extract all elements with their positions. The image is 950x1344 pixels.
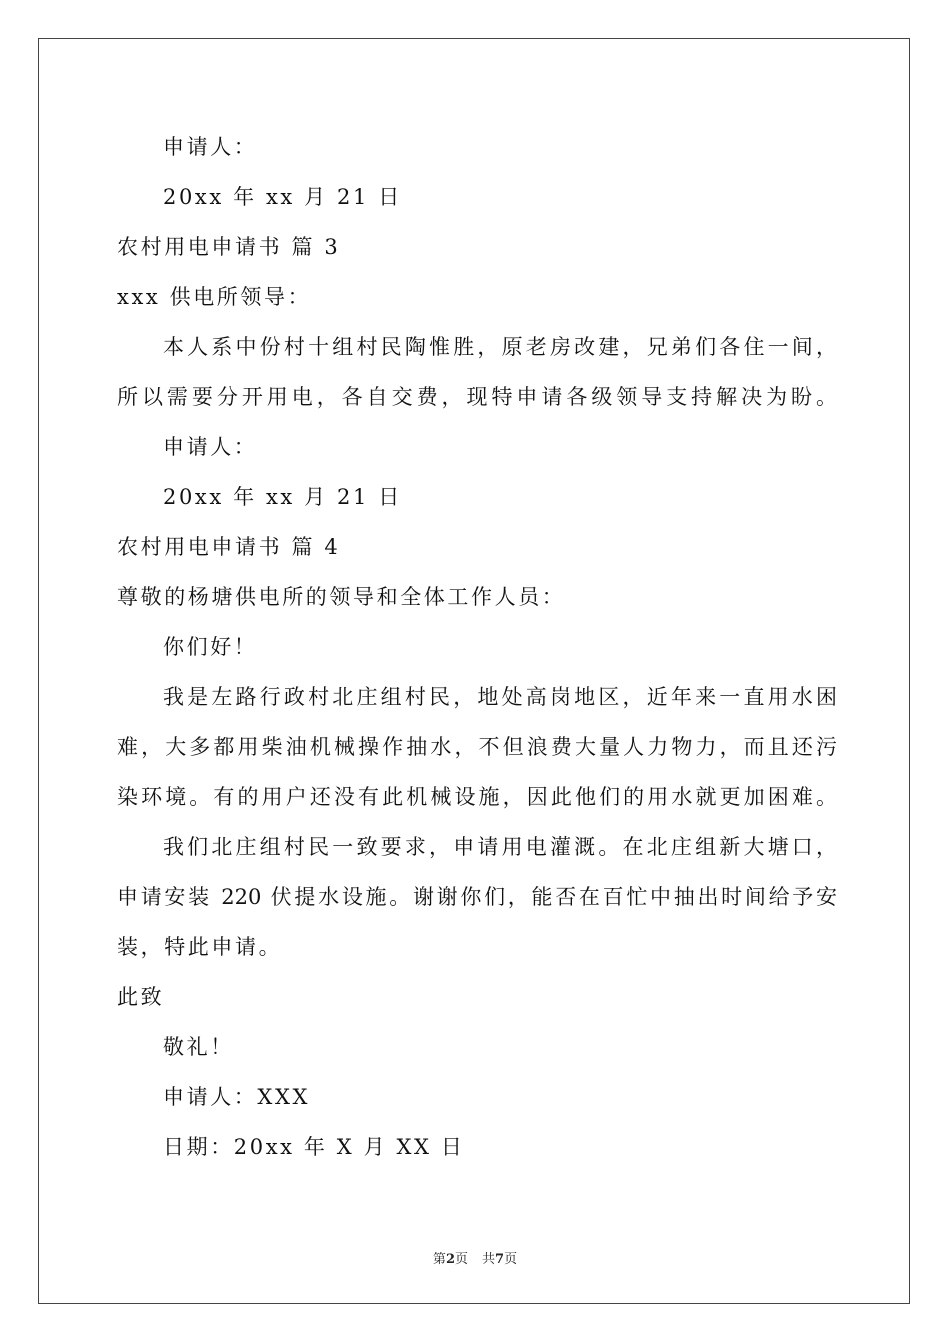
paragraph-line: 所以需要分开用电，各自交费，现特申请各级领导支持解决为盼。 (117, 385, 837, 409)
page-footer (0, 1248, 950, 1267)
greeting: 你们好！ (163, 635, 258, 659)
paragraph-line: 我们北庄组村民一致要求，申请用电灌溉。在北庄组新大塘口， (163, 835, 837, 859)
applicant-label: 申请人： (163, 135, 258, 159)
date-line: 20xx 年 xx 月 21 日 (163, 185, 402, 209)
date-line: 20xx 年 xx 月 21 日 (163, 485, 402, 509)
applicant-signature: 申请人：XXX (163, 1085, 311, 1109)
total-prefix: 共 (482, 1252, 496, 1267)
salutation: xxx 供电所领导： (117, 285, 312, 309)
paragraph-line: 申请安装 220 伏提水设施。谢谢你们，能否在百忙中抽出时间给予安 (117, 885, 837, 909)
document-body (117, 122, 837, 1172)
salutation: 尊敬的杨塘供电所的领导和全体工作人员： (117, 585, 566, 609)
page-total: 7 (495, 1252, 505, 1267)
section-heading: 农村用电申请书 篇 3 (117, 235, 341, 259)
page-current: 2 (445, 1252, 455, 1267)
closing-salute: 敬礼！ (163, 1035, 234, 1059)
applicant-label: 申请人： (163, 435, 258, 459)
paragraph-line: 我是左路行政村北庄组村民，地处高岗地区，近年来一直用水困 (163, 685, 837, 709)
section-heading: 农村用电申请书 篇 4 (117, 535, 341, 559)
paragraph-line: 装，特此申请。 (117, 935, 283, 959)
total-suffix: 页 (504, 1252, 518, 1267)
signature-date: 日期：20xx 年 X 月 XX 日 (163, 1135, 465, 1159)
closing-phrase: 此致 (117, 985, 165, 1009)
page-prefix: 第 (432, 1252, 446, 1267)
paragraph-line: 难，大多都用柴油机械操作抽水，不但浪费大量人力物力，而且还污 (117, 735, 837, 759)
page-suffix: 页 (454, 1252, 468, 1267)
paragraph-line: 染环境。有的用户还没有此机械设施，因此他们的用水就更加困难。 (117, 785, 837, 809)
paragraph-line: 本人系中份村十组村民陶惟胜，原老房改建，兄弟们各住一间， (163, 335, 837, 359)
